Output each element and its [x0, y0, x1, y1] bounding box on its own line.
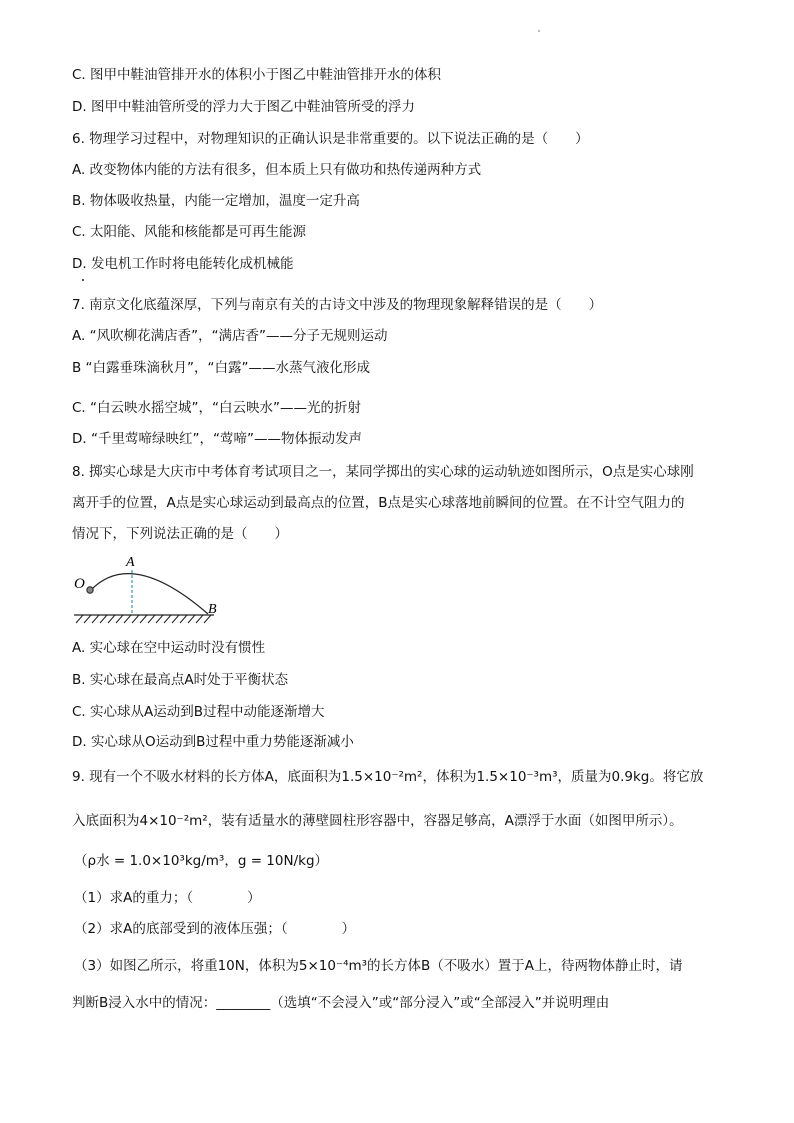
q5-option-d: D. 图甲中鞋油管所受的浮力大于图乙中鞋油管所受的浮力 [72, 99, 415, 115]
q6-option-a: A. 改变物体内能的方法有很多，但本质上只有做功和热传递两种方式 [72, 162, 482, 178]
q6-stem: 6. 物理学习过程中，对物理知识的正确认识是非常重要的。以下说法正确的是（ ） [72, 131, 589, 147]
q7-option-a: A. “风吹柳花满店香”，“满店香”——分子无规则运动 [72, 328, 388, 344]
projectile-diagram [70, 552, 230, 632]
q9-given-constants: （ρ水 = 1.0×10³kg/m³，g = 10N/kg） [74, 853, 329, 869]
q8-option-d: D. 实心球从O运动到B过程中重力势能逐渐减小 [72, 734, 354, 750]
q7-option-c: C. “白云映水摇空城”，“白云映水”——光的折射 [72, 400, 361, 416]
ground-hatch [76, 615, 211, 623]
q8-option-c: C. 实心球从A运动到B过程中动能逐渐增大 [72, 704, 325, 720]
label-o: O [74, 576, 85, 592]
q8-stem-line2: 离开手的位置，A点是实心球运动到最高点的位置，B点是实心球落地前瞬间的位置。在不计空气阻力的 [72, 495, 685, 511]
q7-option-d: D. “千里莺啼绿映红”，“莺啼”——物体振动发声 [72, 431, 362, 447]
q9-stem-line2: 入底面积为4×10⁻²m²，装有适量水的薄壁圆柱形容器中，容器足够高，A漂浮于水面（如图甲所示）。 [72, 813, 683, 829]
q9-sub-question-1: （1）求A的重力；（ ） [74, 890, 261, 906]
q9-sub-question-3-line2: 判断B浸入水中的情况：________（选填“不会浸入”或“部分浸入”或“全部浸入”并说明理由 [72, 995, 610, 1011]
label-b: B [208, 602, 217, 617]
scan-dot [538, 30, 540, 32]
q8-option-b: B. 实心球在最高点A时处于平衡状态 [72, 672, 289, 688]
q6-option-c: C. 太阳能、风能和核能都是可再生能源 [72, 224, 307, 240]
trajectory-curve [91, 574, 208, 614]
q8-option-a: A. 实心球在空中运动时没有惯性 [72, 640, 266, 656]
q7-option-b: B “白露垂珠滴秋月”，“白露”——水蒸气液化形成 [72, 360, 371, 376]
q5-option-c: C. 图甲中鞋油管排开水的体积小于图乙中鞋油管排开水的体积 [72, 67, 442, 83]
q9-sub-question-3-line1: （3）如图乙所示，将重10N，体积为5×10⁻⁴m³的长方体B（不吸水）置于A上，待两物体静止时，请 [74, 958, 683, 974]
q6-option-d: D. 发电机工作时将电能转化成机械能 [72, 256, 294, 272]
q8-stem-line3: 情况下，下列说法正确的是（ ） [72, 526, 288, 542]
q9-stem-line1: 9. 现有一个不吸水材料的长方体A，底面积为1.5×10⁻²m²，体积为1.5×10⁻³m³，质量为0.9kg。将它放 [72, 769, 704, 785]
q6-option-b: B. 物体吸收热量，内能一定增加，温度一定升高 [72, 193, 360, 209]
scan-dot [82, 279, 84, 281]
q7-stem: 7. 南京文化底蕴深厚，下列与南京有关的古诗文中涉及的物理现象解释错误的是（ ） [72, 297, 603, 313]
q8-stem-line1: 8. 掷实心球是大庆市中考体育考试项目之一，某同学掷出的实心球的运动轨迹如图所示，O点是实心球刚 [72, 464, 694, 480]
ball [87, 587, 93, 593]
label-a: A [126, 555, 135, 570]
q9-sub-question-2: （2）求A的底部受到的液体压强；（ ） [74, 921, 356, 937]
